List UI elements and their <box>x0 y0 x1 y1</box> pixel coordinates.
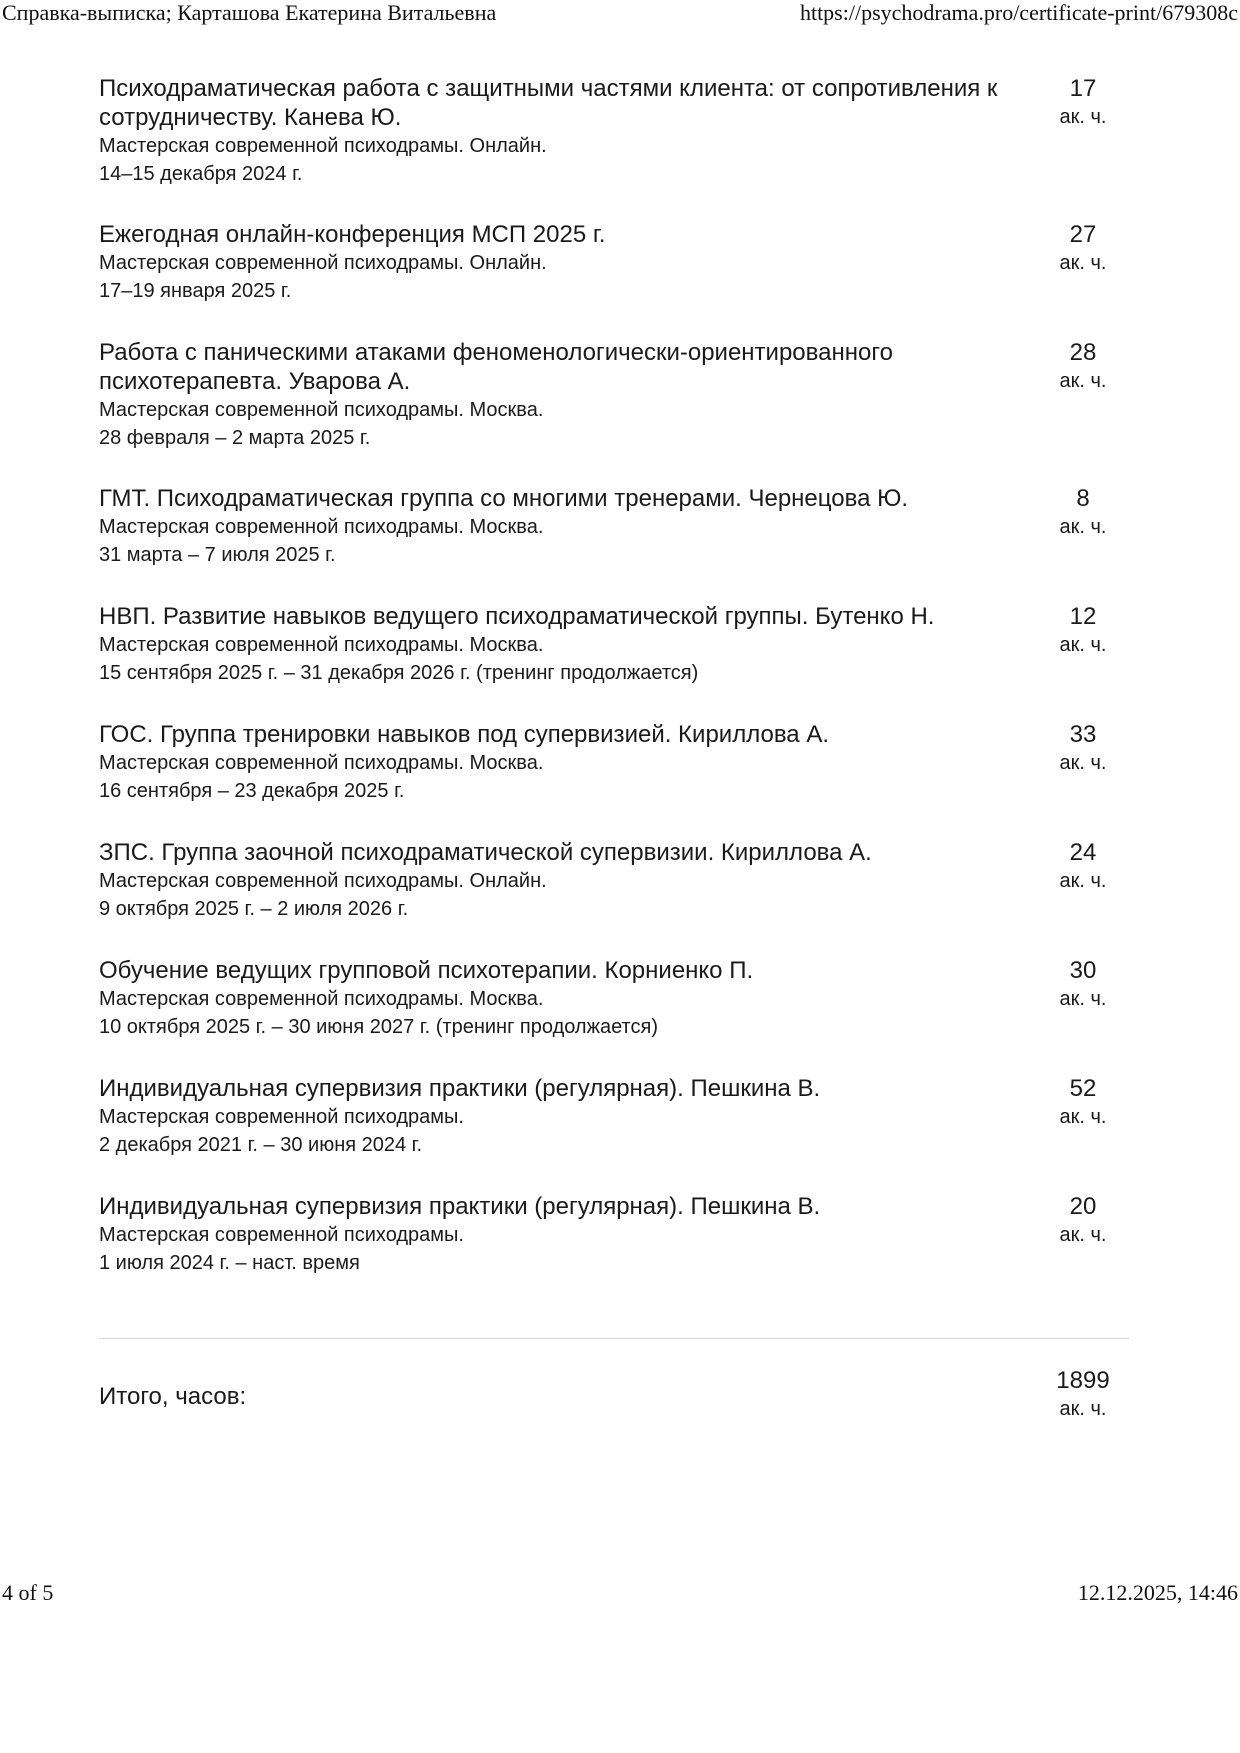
entry-dates: 16 сентября – 23 декабря 2025 г. <box>99 780 405 802</box>
page-number: 4 of 5 <box>2 1580 54 1605</box>
print-datetime: 12.12.2025, 14:46 <box>1077 1580 1238 1605</box>
entry-title: ЗПС. Группа заочной психодраматической супервизии. Кириллова А. <box>99 839 872 866</box>
hours-value: 30 <box>1069 957 1097 984</box>
hours-unit: ак. ч. <box>1059 516 1107 538</box>
hours-value: 52 <box>1069 1075 1097 1102</box>
hours-value: 27 <box>1069 221 1097 248</box>
entry-organization: Мастерская современной психодрамы. Онлайн. <box>99 135 547 157</box>
entry-title: Психодраматическая работа с защитными частями клиента: от сопротивления к сотрудничеству. Канева Ю. <box>99 75 998 131</box>
hours-unit: ак. ч. <box>1059 870 1107 892</box>
entry-hours <box>1043 74 1123 131</box>
entry-organization: Мастерская современной психодрамы. <box>99 1106 464 1128</box>
list-item <box>99 838 1129 956</box>
list-item <box>99 956 1129 1074</box>
hours-unit: ак. ч. <box>1059 988 1107 1010</box>
divider <box>99 1338 1129 1339</box>
list-item <box>99 484 1129 602</box>
list-item <box>99 338 1129 484</box>
total-hours-unit: ак. ч. <box>1059 1398 1107 1420</box>
hours-unit: ак. ч. <box>1059 252 1107 274</box>
list-item <box>99 602 1129 720</box>
entry-organization: Мастерская современной психодрамы. Москва. <box>99 988 544 1010</box>
entry-hours <box>1043 838 1123 895</box>
list-item <box>99 74 1129 220</box>
entry-organization: Мастерская современной психодрамы. Москва. <box>99 634 544 656</box>
entry-title: Обучение ведущих групповой психотерапии. Корниенко П. <box>99 957 754 984</box>
list-item <box>99 220 1129 338</box>
entry-dates: 1 июля 2024 г. – наст. время <box>99 1252 360 1274</box>
hours-unit: ак. ч. <box>1059 106 1107 128</box>
entry-title: Индивидуальная супервизия практики (регулярная). Пешкина В. <box>99 1193 821 1220</box>
list-item <box>99 1074 1129 1192</box>
hours-value: 17 <box>1069 75 1097 102</box>
total-hours <box>1043 1366 1123 1423</box>
page-url: https://psychodrama.pro/certificate-print/679308c <box>799 0 1238 25</box>
entry-hours <box>1043 220 1123 277</box>
list-item <box>99 1192 1129 1310</box>
entries-list <box>99 74 1129 1310</box>
total-hours-value: 1899 <box>1056 1367 1110 1394</box>
entry-hours <box>1043 484 1123 541</box>
entry-dates: 14–15 декабря 2024 г. <box>99 163 303 185</box>
entry-dates: 31 марта – 7 июля 2025 г. <box>99 544 336 566</box>
entry-dates: 10 октября 2025 г. – 30 июня 2027 г. (тренинг продолжается) <box>99 1016 658 1038</box>
entry-title: ГМТ. Психодраматическая группа со многими тренерами. Чернецова Ю. <box>99 485 909 512</box>
entry-hours <box>1043 1192 1123 1249</box>
hours-value: 33 <box>1069 721 1097 748</box>
hours-value: 20 <box>1069 1193 1097 1220</box>
entry-title: Ежегодная онлайн-конференция МСП 2025 г. <box>99 221 606 248</box>
hours-unit: ак. ч. <box>1059 370 1107 392</box>
entry-title: НВП. Развитие навыков ведущего психодраматической группы. Бутенко Н. <box>99 603 935 630</box>
entry-organization: Мастерская современной психодрамы. Москва. <box>99 399 544 421</box>
entry-dates: 9 октября 2025 г. – 2 июля 2026 г. <box>99 898 409 920</box>
hours-value: 24 <box>1069 839 1097 866</box>
entry-dates: 28 февраля – 2 марта 2025 г. <box>99 427 371 449</box>
entry-title: Индивидуальная супервизия практики (регулярная). Пешкина В. <box>99 1075 821 1102</box>
entry-title: ГОС. Группа тренировки навыков под супервизией. Кириллова А. <box>99 721 829 748</box>
hours-unit: ак. ч. <box>1059 1224 1107 1246</box>
entry-organization: Мастерская современной психодрамы. Москва. <box>99 752 544 774</box>
hours-value: 12 <box>1069 603 1097 630</box>
entry-organization: Мастерская современной психодрамы. Онлайн. <box>99 870 547 892</box>
hours-unit: ак. ч. <box>1059 752 1107 774</box>
print-header <box>0 0 1240 30</box>
entry-dates: 17–19 января 2025 г. <box>99 280 292 302</box>
entry-dates: 2 декабря 2021 г. – 30 июня 2024 г. <box>99 1134 423 1156</box>
entry-organization: Мастерская современной психодрамы. Онлайн. <box>99 252 547 274</box>
hours-value: 28 <box>1069 339 1097 366</box>
document-title: Справка-выписка; Карташова Екатерина Витальевна <box>2 0 497 25</box>
entry-hours <box>1043 1074 1123 1131</box>
entry-hours <box>1043 602 1123 659</box>
hours-value: 8 <box>1076 485 1090 512</box>
entry-title: Работа с паническими атаками феноменологически-ориентированного психотерапевта. Уварова А. <box>99 339 893 395</box>
total-label: Итого, часов: <box>99 1383 247 1410</box>
entry-organization: Мастерская современной психодрамы. <box>99 1224 464 1246</box>
total-row <box>99 1366 1129 1446</box>
entry-hours <box>1043 956 1123 1013</box>
entry-hours <box>1043 338 1123 395</box>
hours-unit: ак. ч. <box>1059 634 1107 656</box>
entry-dates: 15 сентября 2025 г. – 31 декабря 2026 г. (тренинг продолжается) <box>99 662 699 684</box>
hours-unit: ак. ч. <box>1059 1106 1107 1128</box>
list-item <box>99 720 1129 838</box>
entry-hours <box>1043 720 1123 777</box>
entry-organization: Мастерская современной психодрамы. Москва. <box>99 516 544 538</box>
